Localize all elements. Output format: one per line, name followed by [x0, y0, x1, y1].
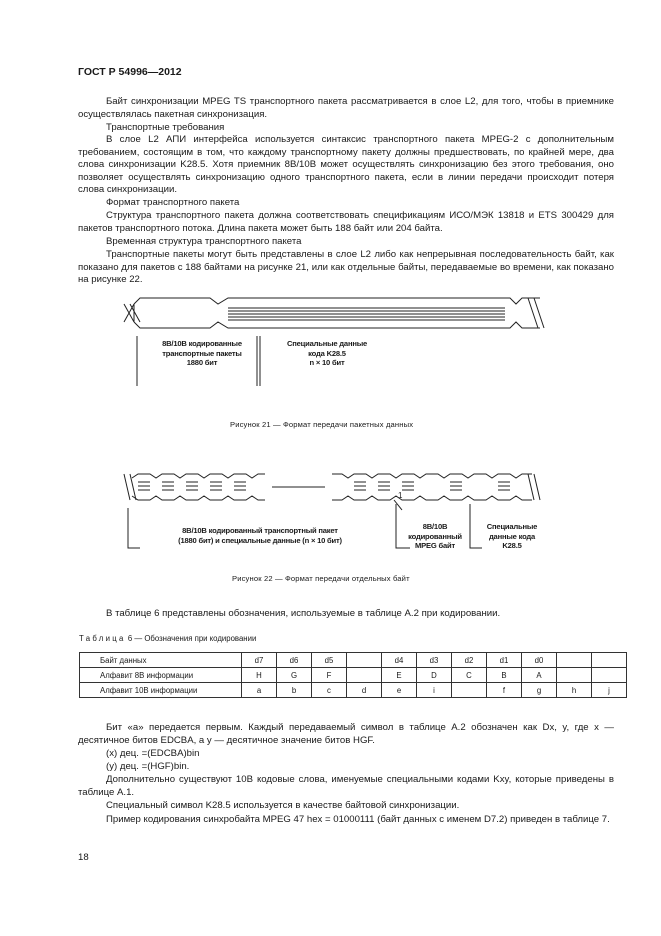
table-cell [557, 653, 592, 668]
table-cell [347, 668, 382, 683]
formula-line: (x) дец. =(EDCBA)bin [106, 748, 200, 759]
figure-22-caption: Рисунок 22 — Формат передачи отдельных байт [232, 574, 410, 583]
figure-22-label-left: 8B/10B кодированный транспортный пакет (1880 бит) и специальные данные (n × 10 бит) [178, 526, 342, 545]
table-cell: F [312, 668, 347, 683]
table-cell: C [452, 668, 487, 683]
table-cell: j [592, 683, 627, 698]
figure-22-label-mid: 8B/10B кодированный MPEG байт [408, 522, 462, 550]
table-row [80, 653, 627, 668]
table-cell: a [242, 683, 277, 698]
page-number: 18 [78, 852, 89, 863]
paragraph: Пример кодирования синхробайта MPEG 47 hex = 01000111 (байт данных с именем D7.2) приведен в таблице 7. [106, 814, 610, 825]
document-header: ГОСТ Р 54996—2012 [78, 66, 182, 78]
table-cell [557, 668, 592, 683]
figure-21-label-left: 8B/10B кодированные транспортные пакеты 1880 бит [162, 339, 242, 367]
figure-21-label-right: Специальные данные кода K28.5 n × 10 бит [286, 339, 368, 367]
figure-22-marker: 1 [398, 491, 403, 500]
table-cell: d3 [417, 653, 452, 668]
table-row [80, 668, 627, 683]
figure-21-caption: Рисунок 21 — Формат передачи пакетных данных [230, 420, 414, 429]
paragraph: Транспортные пакеты могут быть представлены в слое L2 либо как непрерывная последовательность байт, как показано для пакетов с 188 байтами на рисунке 21, или как отдельные байты, передаваемые во времени, как показано на рисунке 22. [78, 249, 614, 286]
table-6 [79, 652, 627, 698]
table-cell: d [347, 683, 382, 698]
paragraph: Специальный символ K28.5 используется в качестве байтовой синхронизации. [106, 800, 460, 811]
section-heading: Транспортные требования [106, 122, 225, 133]
table-cell: h [557, 683, 592, 698]
table-cell: A [522, 668, 557, 683]
table-cell: f [487, 683, 522, 698]
table-row [80, 683, 627, 698]
table-cell: d7 [242, 653, 277, 668]
table-cell: d0 [522, 653, 557, 668]
table-caption: Таблица 6 — Обозначения при кодировании [79, 634, 257, 643]
table-cell: d5 [312, 653, 347, 668]
table-cell: d1 [487, 653, 522, 668]
table-cell: e [382, 683, 417, 698]
table-cell: Байт данных [80, 653, 242, 668]
table-cell: d2 [452, 653, 487, 668]
table-intro: В таблице 6 представлены обозначения, используемые в таблице А.2 при кодировании. [106, 608, 501, 619]
table-cell: D [417, 668, 452, 683]
paragraph: Бит «а» передается первым. Каждый передаваемый символ в таблице А.2 обозначен как Dx, y, где x — десятичное битов EDCBA, а y — десятичное значение битов HGF. [78, 722, 614, 746]
table-cell: H [242, 668, 277, 683]
table-cell: g [522, 683, 557, 698]
paragraph: Дополнительно существуют 10В кодовые слова, именуемые специальными кодами Kxy, которые приведены в таблице А.1. [78, 774, 614, 798]
formula-line: (y) дец. =(HGF)bin. [106, 761, 190, 772]
table-cell: B [487, 668, 522, 683]
paragraph: Структура транспортного пакета должна соответствовать спецификациям ИСО/МЭК 13818 и ETS 300429 для пакетов транспортного потока. Длина пакета может быть 188 байт или 204 байта. [78, 210, 614, 234]
table-cell: E [382, 668, 417, 683]
table-cell [347, 653, 382, 668]
section-heading: Временная структура транспортного пакета [106, 236, 302, 247]
table-cell: b [277, 683, 312, 698]
table-cell [592, 653, 627, 668]
table-cell [592, 668, 627, 683]
paragraph: Байт синхронизации MPEG TS транспортного пакета рассматривается в слое L2, для того, чтобы в приемнике осуществлялась пакетная синхронизация. [78, 96, 614, 120]
table-cell: c [312, 683, 347, 698]
table-cell: Алфавит 8В информации [80, 668, 242, 683]
paragraph: В слое L2 АПИ интерфейса используется синтаксис транспортного пакета MPEG-2 с дополнительным требованием, состоящим в том, что каждому транспортному пакету должны предшествовать, по крайней мере, два слова синхронизации K28.5. Хотя приемник 8B/10B может осуществлять синхронизацию без этого требования, оно позволяет осуществлять синхронизацию одного транспортного пакета, если в линии передачи происходит потеря слова синхронизации. [78, 134, 614, 196]
section-heading: Формат транспортного пакета [106, 197, 240, 208]
figure-22-label-right: Специальные данные кода K28.5 [486, 522, 538, 550]
table-cell: d4 [382, 653, 417, 668]
table-cell: G [277, 668, 312, 683]
table-cell: Алфавит 10В информации [80, 683, 242, 698]
table-cell: i [417, 683, 452, 698]
table-cell: d6 [277, 653, 312, 668]
table-cell [452, 683, 487, 698]
